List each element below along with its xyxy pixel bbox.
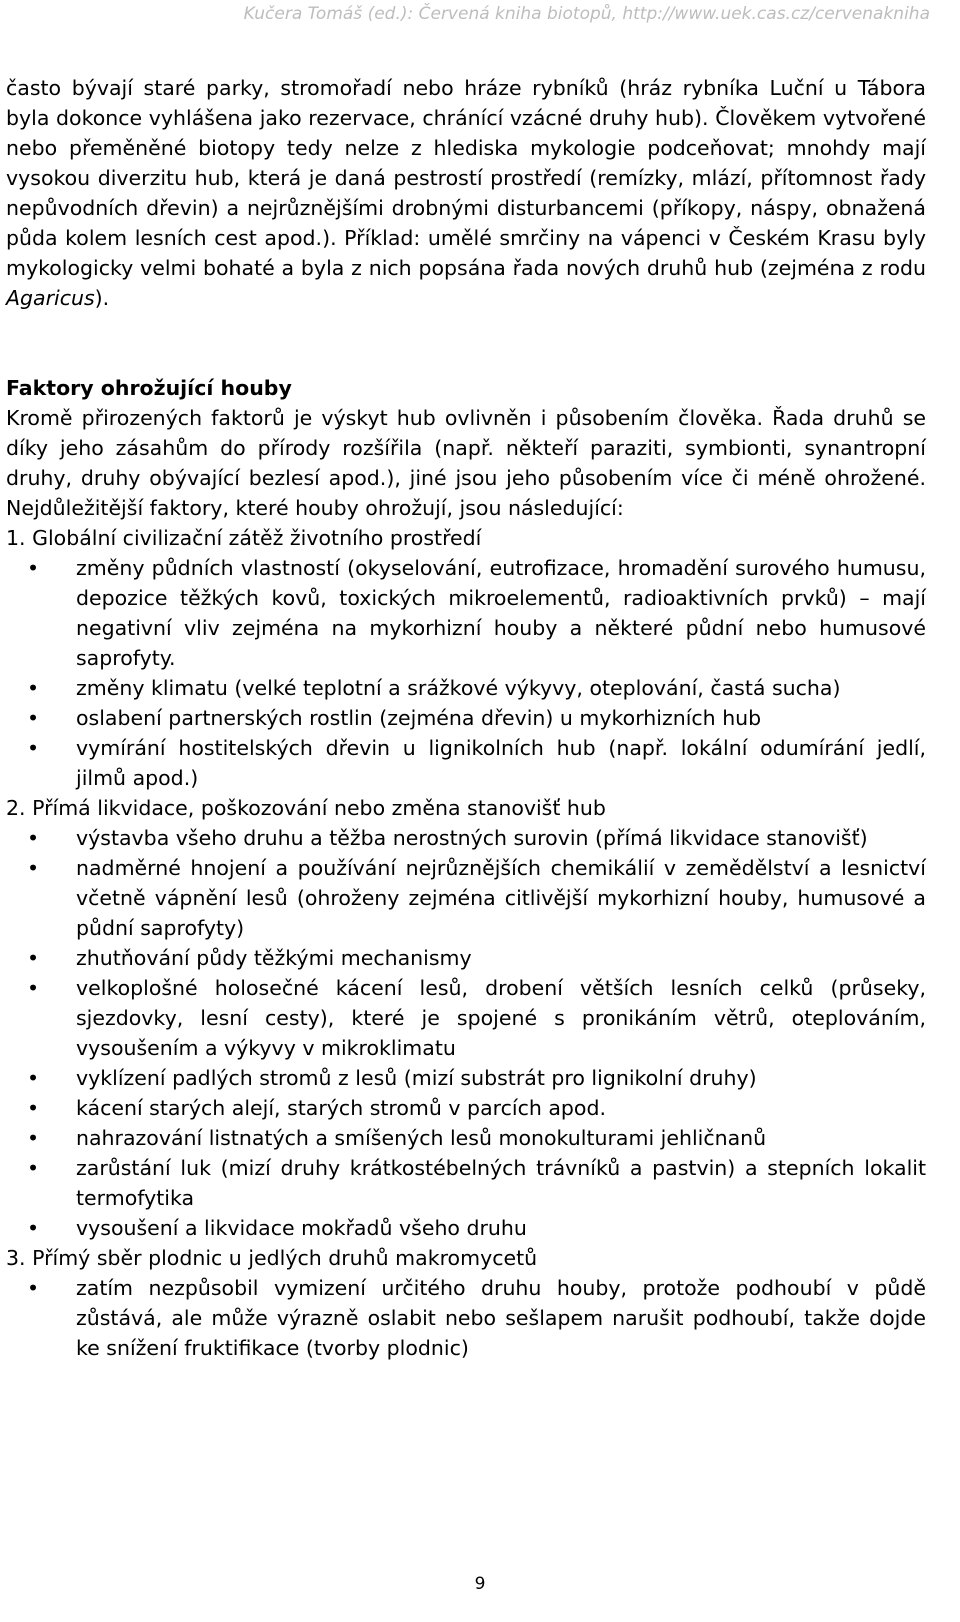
page-content: [6, 73, 926, 1363]
bullet-icon: •: [27, 1126, 40, 1150]
list-item: [6, 673, 926, 703]
factor-bullets: [6, 1273, 926, 1363]
page-number: 9: [474, 1574, 486, 1594]
bullet-icon: •: [27, 1156, 40, 1180]
bullet-icon: •: [27, 826, 40, 850]
bullet-icon: •: [27, 676, 40, 700]
list-item: [6, 703, 926, 733]
list-item-text: kácení starých alejí, starých stromů v parcích apod.: [76, 1096, 607, 1120]
bullet-icon: •: [27, 976, 40, 1000]
list-item-text: změny půdních vlastností (okyselování, eutrofizace, hromadění surového humusu, depozice těžkých kovů, toxických mikroelementů, radioaktivních prvků) – mají negativní vliv zejména na mykorhizní houby a některé půdní nebo humusové saprofyty.: [76, 556, 926, 670]
intro-text: často bývají staré parky, stromořadí nebo hráze rybníků (hráz rybníka Luční u Tábora byla dokonce vyhlášena jako rezervace, chránící vzácné druhy hub). Člověkem vytvořené nebo přeměněné biotopy tedy nelze z hlediska mykologie podceňovat; mnohdy mají vysokou diverzitu hub, která je daná pestrostí prostředí (remízky, mlází, přítomnost řady nepůvodních dřevin) a nejrůznějšími drobnými disturbancemi (příkopy, náspy, obnažená půda kolem lesních cest apod.). Příklad: umělé smrčiny na vápenci v Českém Krasu byly mykologicky velmi bohaté a byla z nich popsána řada nových druhů hub (zejména z rodu: [6, 76, 926, 280]
list-item-text: oslabení partnerských rostlin (zejména dřevin) u mykorhizních hub: [76, 706, 762, 730]
list-item-text: zarůstání luk (mizí druhy krátkostébelných trávníků a pastvin) a stepních lokalit termofytika: [76, 1156, 926, 1210]
factor-bullets: [6, 823, 926, 1243]
list-item: [6, 553, 926, 673]
factor-list: [6, 523, 926, 1363]
bullet-icon: •: [27, 556, 40, 580]
list-item: [6, 1213, 926, 1243]
list-item-text: zhutňování půdy těžkými mechanismy: [76, 946, 472, 970]
list-item-text: nahrazování listnatých a smíšených lesů monokulturami jehličnanů: [76, 1126, 767, 1150]
list-item: [6, 733, 926, 793]
running-header: Kučera Tomáš (ed.): Červená kniha biotopů, http://www.uek.cas.cz/cervenakniha: [243, 4, 930, 24]
bullet-icon: •: [27, 946, 40, 970]
bullet-icon: •: [27, 1066, 40, 1090]
list-item-text: změny klimatu (velké teplotní a srážkové výkyvy, oteplování, častá sucha): [76, 676, 841, 700]
section-heading: Faktory ohrožující houby: [6, 376, 292, 400]
bullet-icon: •: [27, 1276, 40, 1300]
list-item-text: výstavba všeho druhu a těžba nerostných surovin (přímá likvidace stanovišť): [76, 826, 868, 850]
factor-title: 1. Globální civilizační zátěž životního prostředí: [6, 526, 482, 550]
factor-bullets: [6, 553, 926, 793]
list-item: [6, 1273, 926, 1363]
intro-text-end: ).: [94, 286, 110, 310]
intro-paragraph: [6, 73, 926, 313]
list-item-text: vysoušení a likvidace mokřadů všeho druhu: [76, 1216, 527, 1240]
bullet-icon: •: [27, 736, 40, 760]
list-item-text: vyklízení padlých stromů z lesů (mizí substrát pro lignikolní druhy): [76, 1066, 757, 1090]
list-item: [6, 943, 926, 973]
factor-title: 2. Přímá likvidace, poškozování nebo změna stanovišť hub: [6, 796, 606, 820]
factor-title: 3. Přímý sběr plodnic u jedlých druhů makromycetů: [6, 1246, 538, 1270]
bullet-icon: •: [27, 1096, 40, 1120]
list-item-text: nadměrné hnojení a používání nejrůznějších chemikálií v zemědělství a lesnictví včetně vápnění lesů (ohroženy zejména citlivější mykorhizní houby, humusové a půdní saprofyty): [76, 856, 926, 940]
bullet-icon: •: [27, 1216, 40, 1240]
list-item: [6, 1093, 926, 1123]
list-item: [6, 823, 926, 853]
list-item: [6, 973, 926, 1063]
list-item: [6, 853, 926, 943]
genus-name: Agaricus: [6, 286, 95, 310]
bullet-icon: •: [27, 706, 40, 730]
list-item: [6, 1123, 926, 1153]
list-item-text: zatím nezpůsobil vymizení určitého druhu houby, protože podhoubí v půdě zůstává, ale může výrazně oslabit nebo sešlapem narušit podhoubí, takže dojde ke snížení fruktifikace (tvorby plodnic): [76, 1276, 926, 1360]
bullet-icon: •: [27, 856, 40, 880]
list-item-text: velkoplošné holosečné kácení lesů, drobení větších lesních celků (průseky, sjezdovky, lesní cesty), které je spojené s pronikáním větrů, oteplováním, vysoušením a výkyvy v mikroklimatu: [76, 976, 926, 1060]
list-item: [6, 1063, 926, 1093]
list-item: [6, 1153, 926, 1213]
section-paragraph: Kromě přirozených faktorů je výskyt hub ovlivněn i působením člověka. Řada druhů se díky jeho zásahům do přírody rozšířila (např. někteří paraziti, symbionti, synantropní druhy, druhy obývající bezlesí apod.), jiné jsou jeho působením více či méně ohrožené. Nejdůležitější faktory, které houby ohrožují, jsou následující:: [6, 406, 926, 520]
list-item-text: vymírání hostitelských dřevin u lignikolních hub (např. lokální odumírání jedlí, jilmů apod.): [76, 736, 926, 790]
spacer: [6, 313, 926, 373]
